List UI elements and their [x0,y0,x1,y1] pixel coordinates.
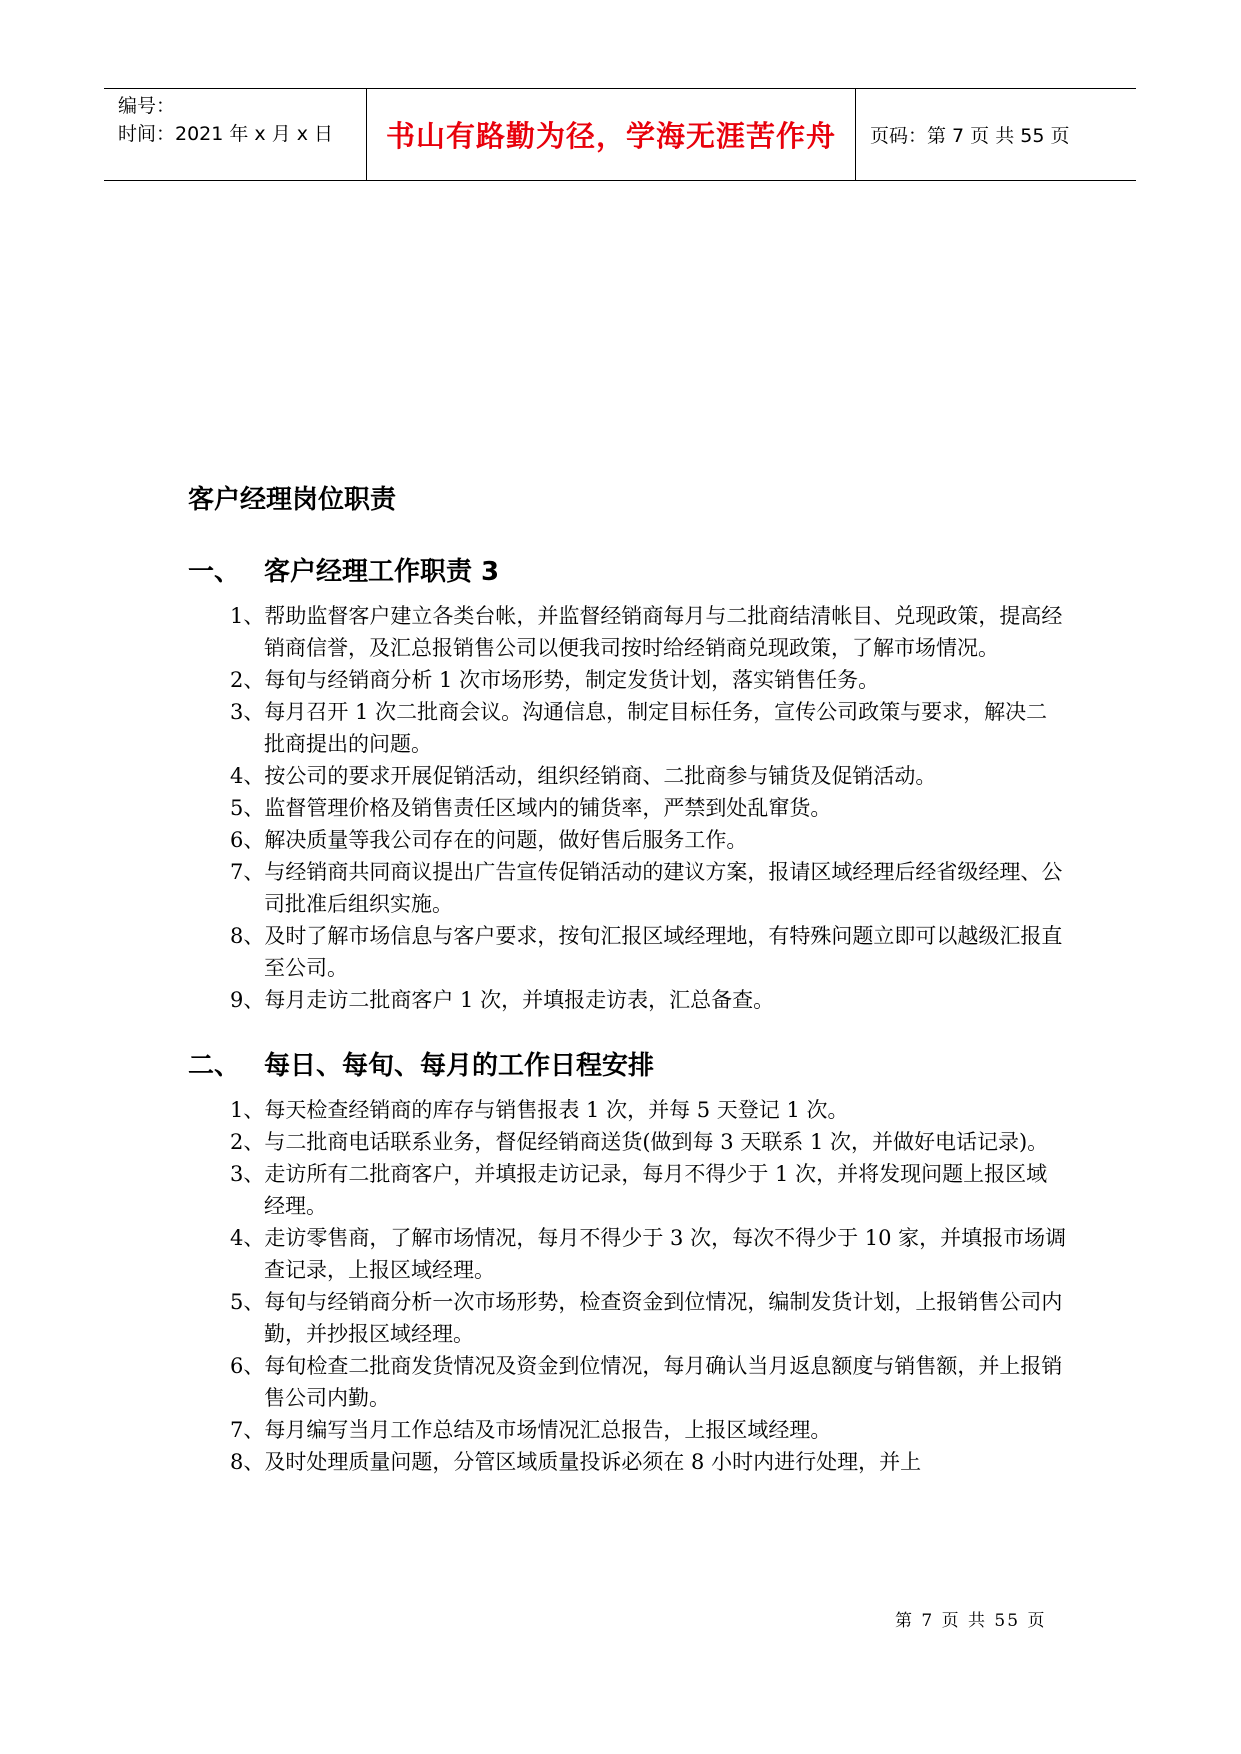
list-item: 4、按公司的要求开展促销活动，组织经销商、二批商参与铺货及促销活动。 [230,764,937,788]
list-item: 1、每天检查经销商的库存与销售报表 1 次，并每 5 天登记 1 次。 [230,1098,849,1122]
page-header [104,88,1136,182]
time-label: 时间：2021 年 x 月 x 日 [118,123,334,145]
list-item: 5、每旬与经销商分析一次市场形势，检查资金到位情况，编制发货计划，上报销售公司内勤，并抄报区域经理。 [230,1290,1063,1346]
section-title: 客户经理工作职责 3 [264,557,500,587]
header-motto: 书山有路勤为径，学海无涯苦作舟 [385,119,836,153]
list-item: 6、每旬检查二批商发货情况及资金到位情况，每月确认当月返息额度与销售额，并上报销售公司内勤。 [230,1354,1063,1410]
section-2-list [188,1094,1068,1478]
list-item: 8、及时处理质量问题，分管区域质量投诉必须在 8 小时内进行处理，并上 [230,1450,922,1474]
section-heading-1 [188,552,1068,592]
list-item: 5、监督管理价格及销售责任区域内的铺货率，严禁到处乱窜货。 [230,796,832,820]
header-meta [118,92,358,148]
list-item: 2、每旬与经销商分析 1 次市场形势，制定发货计划，落实销售任务。 [230,668,880,692]
header-divider-right [855,88,856,181]
list-item: 9、每月走访二批商客户 1 次，并填报走访表，汇总备查。 [230,988,775,1012]
list-item: 2、与二批商电话联系业务，督促经销商送货(做到每 3 天联系 1 次，并做好电话记录)。 [230,1130,1049,1154]
list-item: 7、与经销商共同商议提出广告宣传促销活动的建议方案，报请区域经理后经省级经理、公司批准后组织实施。 [230,860,1063,916]
section-1-list [188,600,1068,1016]
document-title: 客户经理岗位职责 [188,485,397,515]
section-heading-2 [188,1046,1068,1086]
section-title: 每日、每旬、每月的工作日程安排 [264,1051,655,1081]
number-label: 编号： [118,95,176,117]
section-number: 二、 [188,1051,241,1081]
document-body [188,480,1068,1478]
header-page-code: 页码：第 7 页 共 55 页 [870,125,1070,147]
list-item: 7、每月编写当月工作总结及市场情况汇总报告，上报区域经理。 [230,1418,832,1442]
list-item: 1、帮助监督客户建立各类台帐，并监督经销商每月与二批商结清帐目、兑现政策，提高经销商信誉，及汇总报销售公司以便我司按时给经销商兑现政策，了解市场情况。 [230,604,1063,660]
list-item: 3、走访所有二批商客户，并填报走访记录，每月不得少于 1 次，并将发现问题上报区域经理。 [230,1162,1048,1218]
list-item: 8、及时了解市场信息与客户要求，按旬汇报区域经理地，有特殊问题立即可以越级汇报直至公司。 [230,924,1063,980]
section-number: 一、 [188,557,241,587]
list-item: 4、走访零售商，了解市场情况，每月不得少于 3 次，每次不得少于 10 家，并填报市场调查记录，上报区域经理。 [230,1226,1067,1282]
page-footer: 第 7 页 共 55 页 [895,1611,1047,1631]
list-item: 6、解决质量等我公司存在的问题，做好售后服务工作。 [230,828,748,852]
list-item: 3、每月召开 1 次二批商会议。沟通信息，制定目标任务，宣传公司政策与要求，解决二批商提出的问题。 [230,700,1048,756]
